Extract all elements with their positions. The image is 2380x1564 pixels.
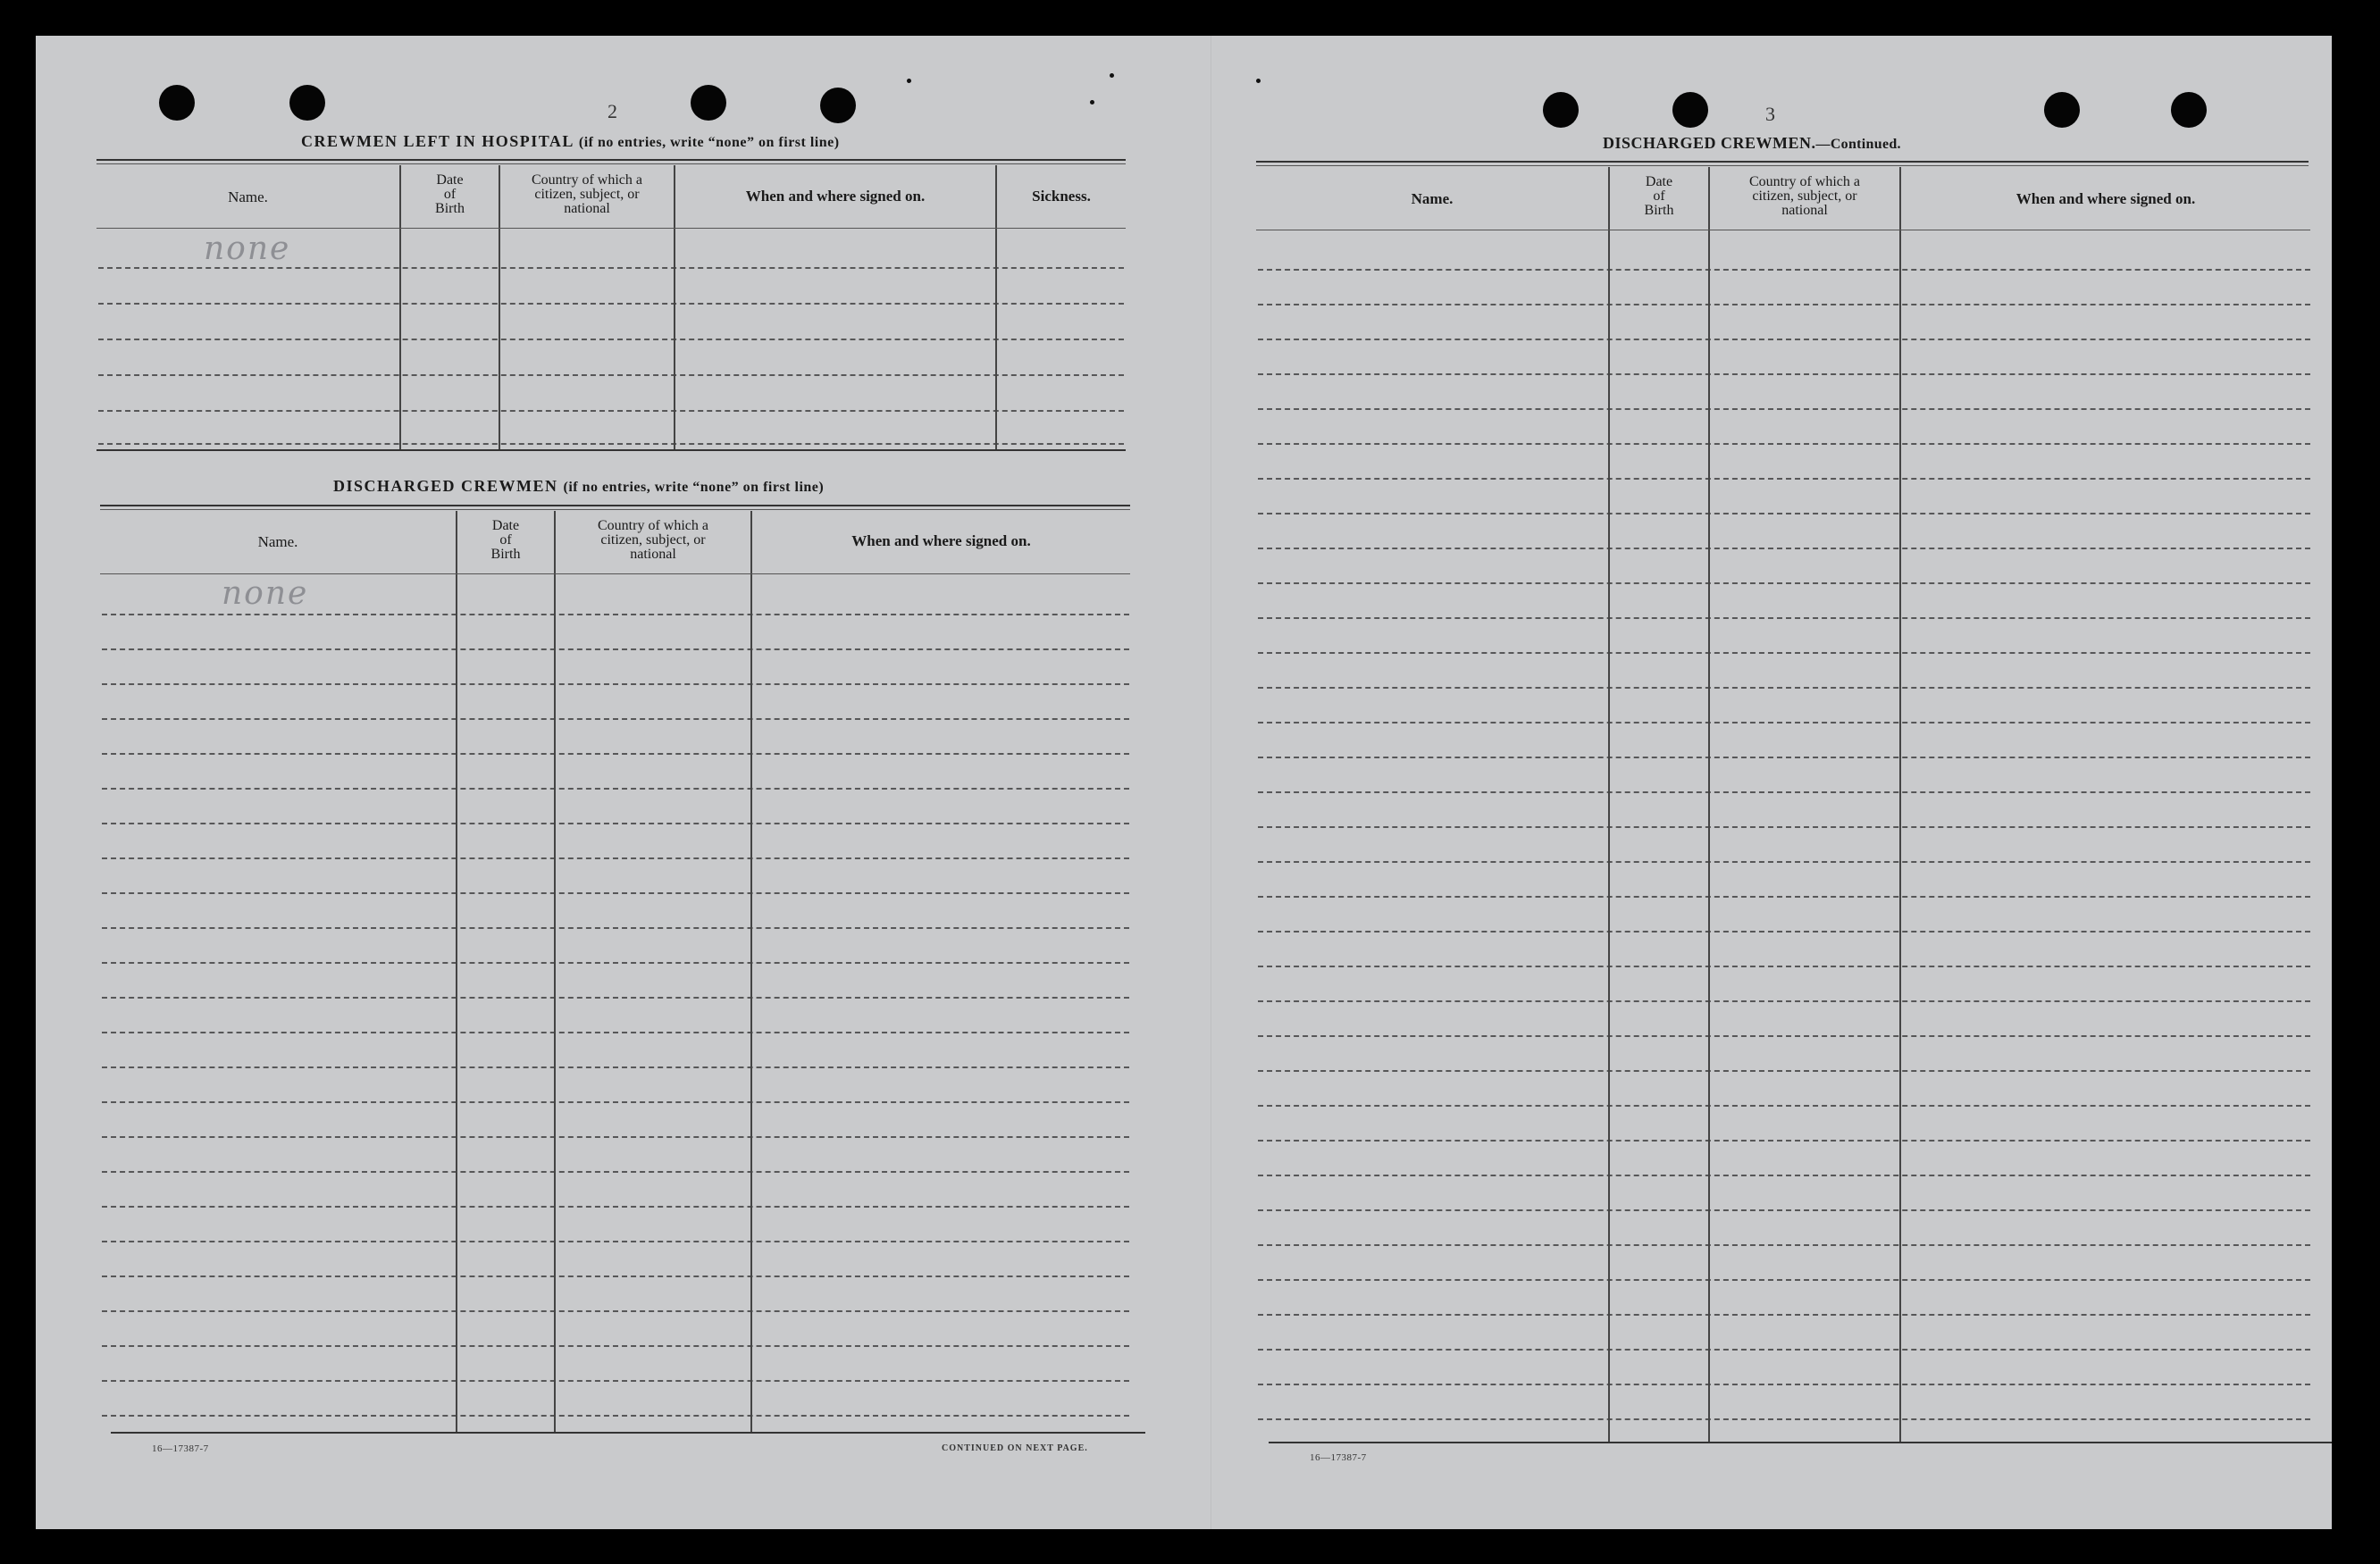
table-row	[102, 823, 1129, 824]
table-row	[1258, 687, 2310, 689]
table-row	[98, 374, 1124, 376]
table-row	[1258, 1140, 2310, 1142]
table-row	[1258, 791, 2310, 793]
table-row	[1258, 1000, 2310, 1002]
table-row	[1258, 1105, 2310, 1107]
table-row	[102, 718, 1129, 720]
table-row	[1258, 1279, 2310, 1281]
header-country: Country of which a citizen, subject, or national	[598, 518, 708, 562]
form-number: 16—17387-7	[152, 1443, 209, 1454]
table-row	[1258, 304, 2310, 305]
header-country: Country of which a citizen, subject, or national	[1749, 174, 1860, 218]
discharged-instruction: (if no entries, write “none” on first line)	[563, 480, 825, 495]
table-row	[102, 1310, 1129, 1312]
document-page	[36, 36, 2332, 1529]
column-divider	[995, 165, 997, 449]
form-number: 16—17387-7	[1310, 1452, 1367, 1463]
header-name: Name.	[257, 533, 298, 550]
table-row	[102, 1032, 1129, 1033]
header-name: Name.	[1411, 190, 1454, 207]
column-divider	[674, 165, 675, 449]
hospital-instruction: (if no entries, write “none” on first line)	[578, 135, 840, 150]
table-row	[102, 1101, 1129, 1103]
punch-hole	[691, 85, 726, 121]
hospital-title: CREWMEN LEFT IN HOSPITAL	[301, 132, 574, 150]
table-top-rule	[96, 163, 1126, 164]
table-row	[1258, 548, 2310, 549]
table-top-rule	[1256, 161, 2309, 163]
table-row	[102, 927, 1129, 929]
table-row	[102, 1345, 1129, 1347]
table-row	[1258, 1209, 2310, 1211]
discharged-title: DISCHARGED CREWMEN	[333, 477, 558, 495]
table-row	[98, 443, 1124, 445]
table-row	[102, 788, 1129, 790]
section-title	[333, 477, 824, 496]
table-row	[102, 997, 1129, 999]
header-when-where: When and where signed on.	[745, 188, 926, 205]
table-row	[102, 1241, 1129, 1242]
punch-hole	[1543, 92, 1579, 128]
speck	[1256, 79, 1261, 83]
table-bottom-rule	[1269, 1442, 2332, 1443]
table-row	[1258, 443, 2310, 445]
column-divider	[1608, 167, 1610, 1442]
table-row	[1258, 757, 2310, 758]
punch-hole	[289, 85, 325, 121]
continued-suffix: —Continued.	[1815, 137, 1901, 152]
table-row	[1258, 339, 2310, 340]
punch-hole	[820, 88, 856, 123]
header-when-where: When and where signed on.	[2015, 190, 2196, 207]
handwritten-entry: none	[204, 230, 291, 267]
punch-hole	[1672, 92, 1708, 128]
header-date-of-birth: Date of Birth	[490, 518, 521, 562]
punch-hole	[159, 85, 195, 121]
speck	[907, 79, 911, 83]
column-divider	[1899, 167, 1901, 1442]
table-row	[1258, 1314, 2310, 1316]
table-row	[1258, 722, 2310, 723]
table-bottom-rule	[111, 1432, 1145, 1434]
speck	[1110, 73, 1114, 78]
table-top-rule	[100, 509, 1130, 510]
punch-hole	[2044, 92, 2080, 128]
header-sickness: Sickness.	[1032, 188, 1091, 205]
table-row	[1258, 652, 2310, 654]
table-row	[1258, 826, 2310, 828]
table-row	[1258, 1244, 2310, 1246]
table-row	[102, 1275, 1129, 1277]
table-row	[1258, 408, 2310, 410]
table-bottom-rule	[96, 449, 1126, 451]
discharged-continued-title: DISCHARGED CREWMEN.	[1603, 134, 1816, 152]
column-divider	[1708, 167, 1710, 1442]
continued-note: CONTINUED ON NEXT PAGE.	[942, 1443, 1088, 1453]
header-date-of-birth: Date of Birth	[435, 172, 465, 216]
table-row	[98, 410, 1124, 412]
table-row	[102, 683, 1129, 685]
header-when-where: When and where signed on.	[851, 532, 1031, 549]
table-row	[102, 1206, 1129, 1208]
header-bottom-rule	[100, 573, 1130, 574]
table-row	[1258, 1384, 2310, 1385]
section-title	[301, 132, 840, 151]
table-row	[1258, 478, 2310, 480]
table-row	[1258, 1070, 2310, 1072]
table-row	[102, 1066, 1129, 1068]
handwritten-entry: none	[222, 575, 309, 612]
table-row	[102, 892, 1129, 894]
table-row	[98, 303, 1124, 305]
table-row	[102, 962, 1129, 964]
table-row	[102, 1415, 1129, 1417]
table-row	[102, 614, 1129, 615]
table-row	[1258, 896, 2310, 898]
table-row	[1258, 861, 2310, 863]
table-row	[1258, 1349, 2310, 1351]
table-row	[1258, 1175, 2310, 1176]
header-date-of-birth: Date of Birth	[1644, 174, 1674, 218]
page-number: 3	[1765, 103, 1775, 125]
table-row	[98, 339, 1124, 340]
table-top-rule	[96, 159, 1126, 161]
header-country: Country of which a citizen, subject, or national	[532, 172, 642, 216]
table-row	[1258, 1418, 2310, 1420]
table-row	[1258, 966, 2310, 967]
section-title	[1603, 134, 1901, 153]
table-row	[1258, 373, 2310, 375]
table-row	[98, 267, 1124, 269]
table-row	[102, 753, 1129, 755]
table-row	[1258, 269, 2310, 271]
punch-hole	[2171, 92, 2207, 128]
table-row	[1258, 617, 2310, 619]
table-top-rule	[1256, 165, 2309, 166]
header-bottom-rule	[96, 228, 1126, 229]
header-name: Name.	[228, 188, 268, 205]
table-row	[102, 857, 1129, 859]
table-row	[1258, 931, 2310, 933]
table-row	[102, 1171, 1129, 1173]
table-top-rule	[100, 505, 1130, 506]
table-row	[102, 1380, 1129, 1382]
table-row	[102, 648, 1129, 650]
table-row	[1258, 1035, 2310, 1037]
speck	[1090, 100, 1094, 105]
table-row	[1258, 582, 2310, 584]
table-row	[1258, 513, 2310, 514]
page-number: 2	[608, 100, 617, 122]
table-row	[102, 1136, 1129, 1138]
